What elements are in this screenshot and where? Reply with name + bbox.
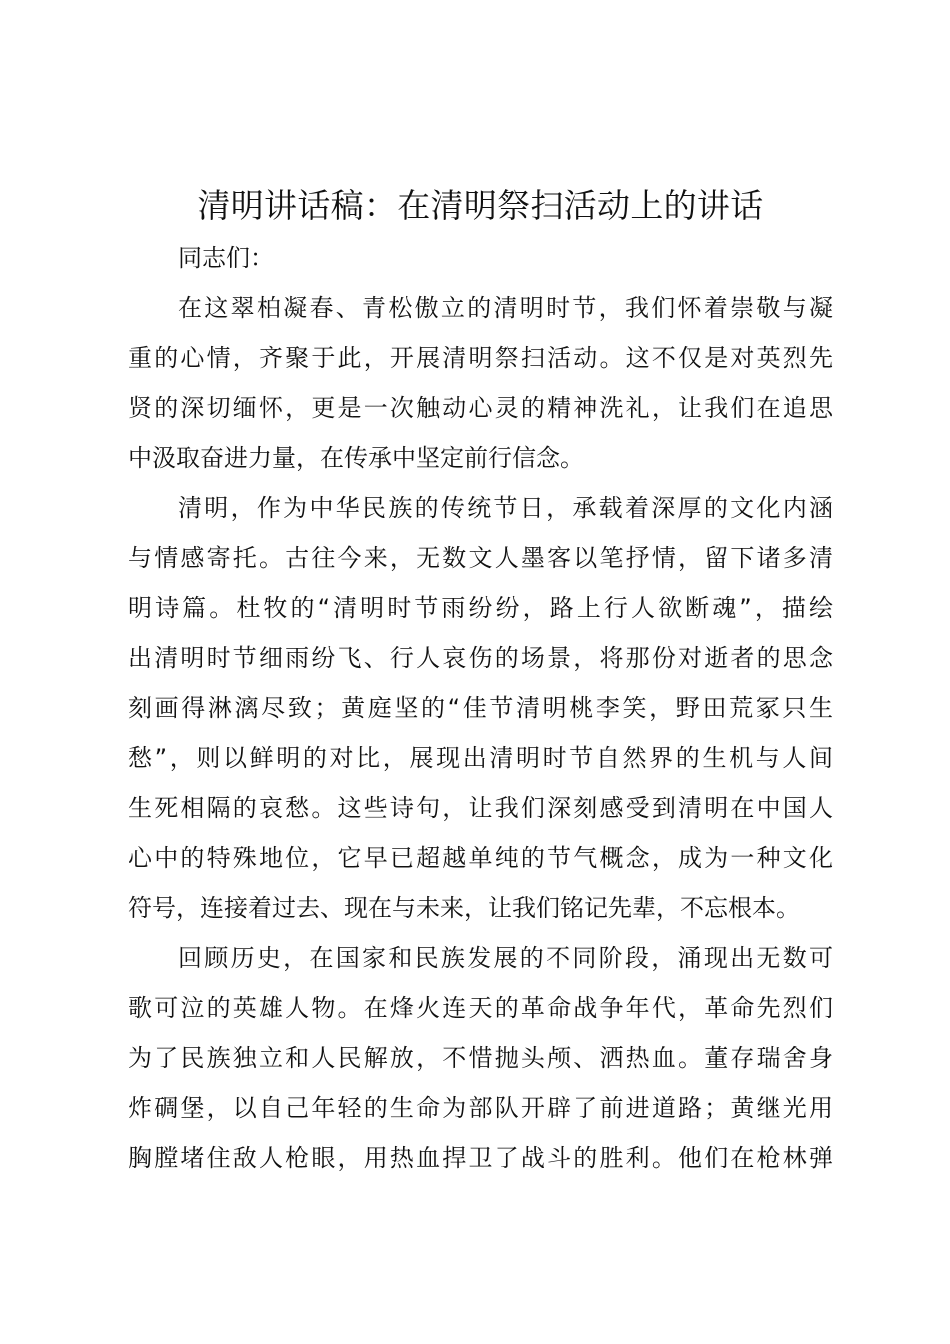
paragraph-line: 贤的深切缅怀，更是一次触动心灵的精神洗礼，让我们在追思 <box>128 394 833 422</box>
paragraph-line: 与情感寄托。古往今来，无数文人墨客以笔抒情，留下诸多清 <box>128 544 833 572</box>
paragraph-line: 胸膛堵住敌人枪眼，用热血捍卫了战斗的胜利。他们在枪林弹 <box>128 1144 833 1172</box>
paragraph-line: 愁”，则以鲜明的对比，展现出清明时节自然界的生机与人间 <box>128 744 833 772</box>
paragraph-3 <box>128 933 833 1183</box>
paragraph-line: 回顾历史，在国家和民族发展的不同阶段，涌现出无数可 <box>178 944 833 972</box>
paragraph-line: 生死相隔的哀愁。这些诗句，让我们深刻感受到清明在中国人 <box>128 794 833 822</box>
paragraph-line: 出清明时节细雨纷飞、行人哀伤的场景，将那份对逝者的思念 <box>128 644 833 672</box>
paragraph-line: 炸碉堡，以自己年轻的生命为部队开辟了前进道路；黄继光用 <box>128 1094 833 1122</box>
paragraph-line: 刻画得淋漓尽致；黄庭坚的“佳节清明桃李笑，野田荒冢只生 <box>128 694 833 722</box>
paragraph-line: 为了民族独立和人民解放，不惜抛头颅、洒热血。董存瑞舍身 <box>128 1044 833 1072</box>
paragraph-line: 重的心情，齐聚于此，开展清明祭扫活动。这不仅是对英烈先 <box>128 344 833 372</box>
document-title: 清明讲话稿：在清明祭扫活动上的讲话 <box>197 186 764 225</box>
paragraph-line: 心中的特殊地位，它早已超越单纯的节气概念，成为一种文化 <box>128 844 833 872</box>
document-body <box>128 233 833 1183</box>
paragraph-2 <box>128 483 833 933</box>
paragraph-1 <box>128 283 833 483</box>
paragraph-line: 明诗篇。杜牧的“清明时节雨纷纷，路上行人欲断魂”，描绘 <box>128 594 833 622</box>
paragraph-line: 符号，连接着过去、现在与未来，让我们铭记先辈，不忘根本。 <box>128 894 800 922</box>
paragraph-line: 歌可泣的英雄人物。在烽火连天的革命战争年代，革命先烈们 <box>128 994 833 1022</box>
paragraph-line: 清明，作为中华民族的传统节日，承载着深厚的文化内涵 <box>178 494 833 522</box>
paragraph-line: 在这翠柏凝春、青松傲立的清明时节，我们怀着崇敬与凝 <box>178 294 833 322</box>
paragraph-line: 中汲取奋进力量，在传承中坚定前行信念。 <box>128 444 584 472</box>
salutation: 同志们： <box>178 244 274 272</box>
